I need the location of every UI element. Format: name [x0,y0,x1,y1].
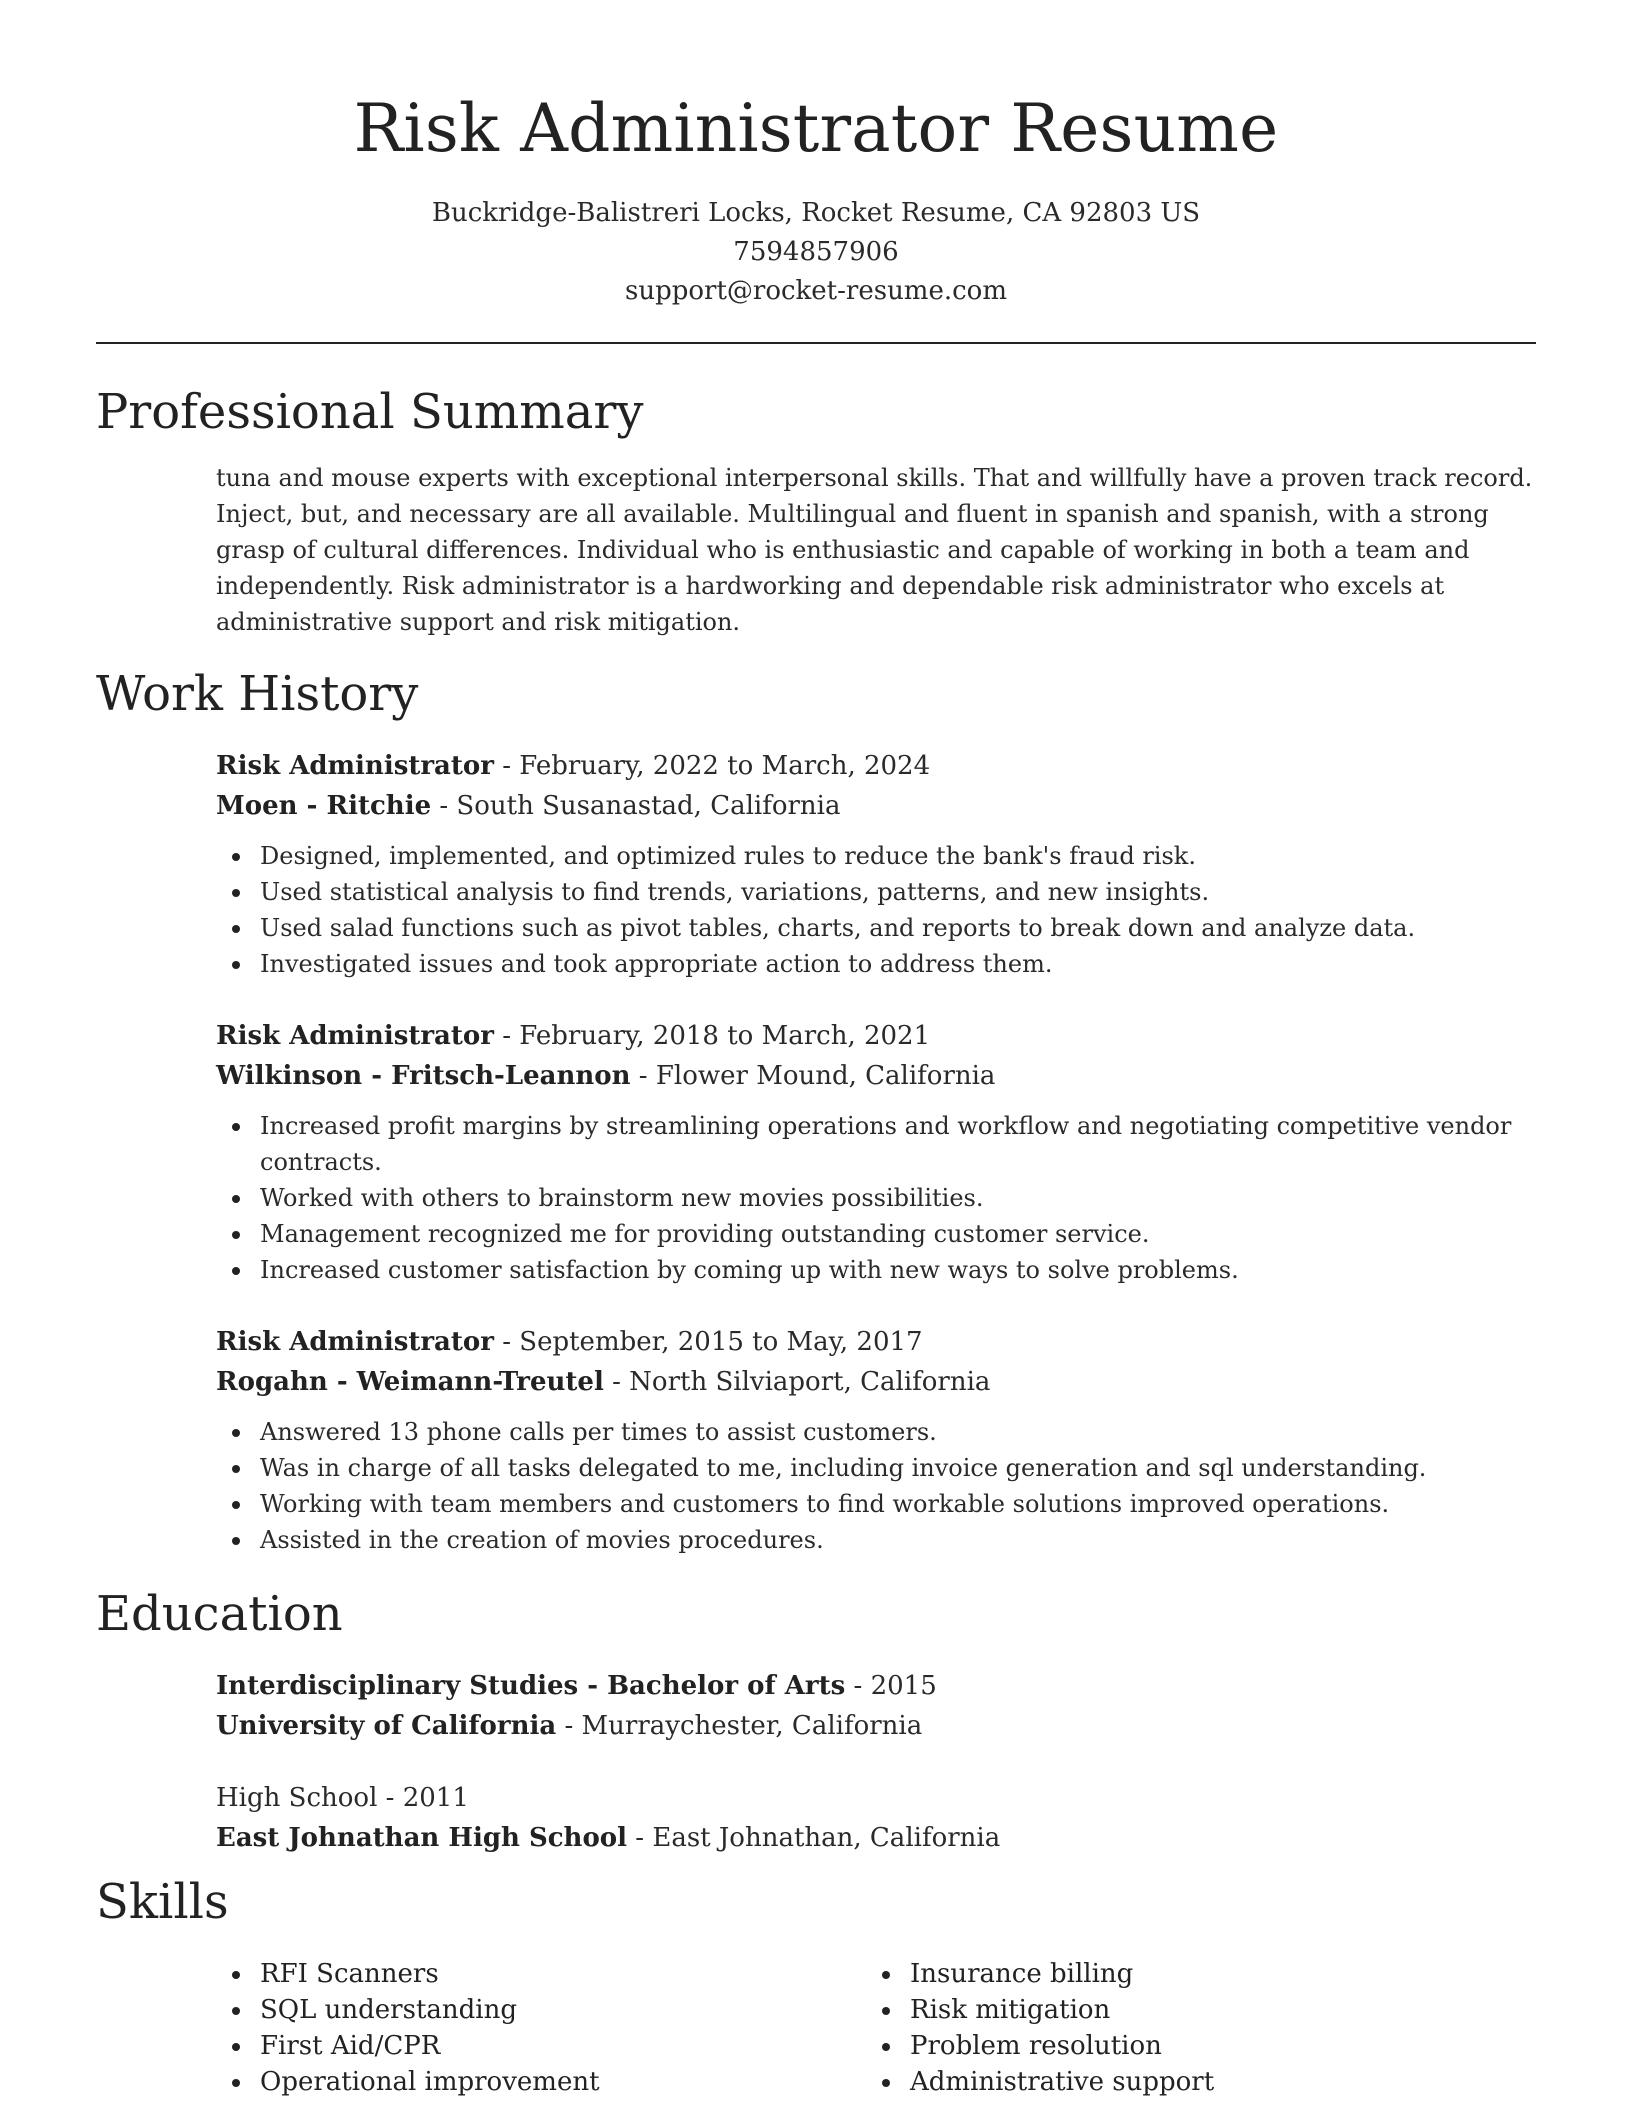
list-item: Worked with others to brainstorm new movies possibilities. [260,1180,1536,1216]
skill-item: SQL understanding [260,1992,836,2028]
skills-list [866,1956,1486,2100]
list-item: Answered 13 phone calls per times to assist customers. [260,1414,1536,1450]
skill-item: Problem resolution [910,2028,1486,2064]
job-company-line [216,786,1536,826]
skill-item: Operational improvement [260,2064,836,2100]
education-school: East Johnathan High School [216,1823,628,1853]
skills-column-left [216,1956,836,2100]
job-company-line [216,1362,1536,1402]
job-location: - South Susanastad, California [431,791,841,821]
education-school: University of California [216,1711,557,1741]
education-location: - East Johnathan, California [627,1823,1001,1853]
list-item: Was in charge of all tasks delegated to me, including invoice generation and sql understanding. [260,1450,1536,1486]
education-degree: High School [216,1783,378,1813]
list-item: Used statistical analysis to find trends, variations, patterns, and new insights. [260,874,1536,910]
job-location: - Flower Mound, California [630,1061,996,1091]
section-title-summary: Professional Summary [96,384,644,440]
list-item: Designed, implemented, and optimized rules to reduce the bank's fraud risk. [260,838,1536,874]
education-year: - 2011 [377,1783,469,1813]
education-school-line [216,1818,1536,1858]
job-company: Wilkinson - Fritsch-Leannon [216,1061,631,1091]
job-company-line [216,1056,1536,1096]
education-location: - Murraychester, California [556,1711,923,1741]
contact-email: support@rocket-resume.com [624,276,1007,306]
job-entry [216,746,1536,982]
job-entry [216,1322,1536,1558]
contact-address: Buckridge-Balistreri Locks, Rocket Resume, CA 92803 US [431,198,1201,228]
education-school-line [216,1706,1536,1746]
summary-text: tuna and mouse experts with exceptional interpersonal skills. That and willfully have a proven track record. Inject, but, and necessary are all available. Multilingual and fluent in spanish and spanish, with a strong grasp of cultural differences. Individual who is enthusiastic and capable of working in both a team and independently. Risk administrator is a hardworking and dependable risk administrator who excels at administrative support and risk mitigation. [216,464,1533,636]
skill-item: Risk mitigation [910,1992,1486,2028]
job-company: Rogahn - Weimann-Treutel [216,1367,604,1397]
list-item: Used salad functions such as pivot tables, charts, and reports to break down and analyze data. [260,910,1536,946]
list-item: Management recognized me for providing outstanding customer service. [260,1216,1536,1252]
job-title-line [216,1016,1536,1056]
resume-title: Risk Administrator Resume [353,90,1279,167]
list-item: Assisted in the creation of movies procedures. [260,1522,1536,1558]
job-bullets [216,1414,1536,1558]
skills-list [216,1956,836,2100]
section-title-skills: Skills [96,1874,229,1930]
skills-column-right [866,1956,1486,2100]
job-title-line [216,746,1536,786]
skill-item: RFI Scanners [260,1956,836,1992]
education-year: - 2015 [845,1671,937,1701]
section-title-education: Education [96,1586,343,1642]
resume-header [0,0,1632,311]
education-degree-line [216,1778,1536,1818]
contact-phone: 7594857906 [733,237,899,267]
skill-item: Insurance billing [910,1956,1486,1992]
list-item: Investigated issues and took appropriate action to address them. [260,946,1536,982]
job-title: Risk Administrator [216,751,494,781]
education-degree-line [216,1666,1536,1706]
education-entry [216,1666,1536,1746]
contact-info [0,194,1632,311]
header-divider [96,342,1536,344]
job-bullets [216,1108,1536,1288]
education-entry [216,1778,1536,1858]
job-dates: - February, 2018 to March, 2021 [493,1021,931,1051]
summary-block [216,460,1536,640]
section-title-work: Work History [96,666,419,722]
job-title: Risk Administrator [216,1327,494,1357]
job-location: - North Silviaport, California [603,1367,991,1397]
job-dates: - September, 2015 to May, 2017 [493,1327,923,1357]
skill-item: Administrative support [910,2064,1486,2100]
job-dates: - February, 2022 to March, 2024 [493,751,931,781]
job-company: Moen - Ritchie [216,791,432,821]
list-item: Increased profit margins by streamlining operations and workflow and negotiating competitive vendor contracts. [260,1108,1536,1180]
list-item: Increased customer satisfaction by coming up with new ways to solve problems. [260,1252,1536,1288]
education-degree: Interdisciplinary Studies - Bachelor of Arts [216,1671,846,1701]
job-title-line [216,1322,1536,1362]
skill-item: First Aid/CPR [260,2028,836,2064]
job-bullets [216,838,1536,982]
job-title: Risk Administrator [216,1021,494,1051]
list-item: Working with team members and customers to find workable solutions improved operations. [260,1486,1536,1522]
job-entry [216,1016,1536,1288]
